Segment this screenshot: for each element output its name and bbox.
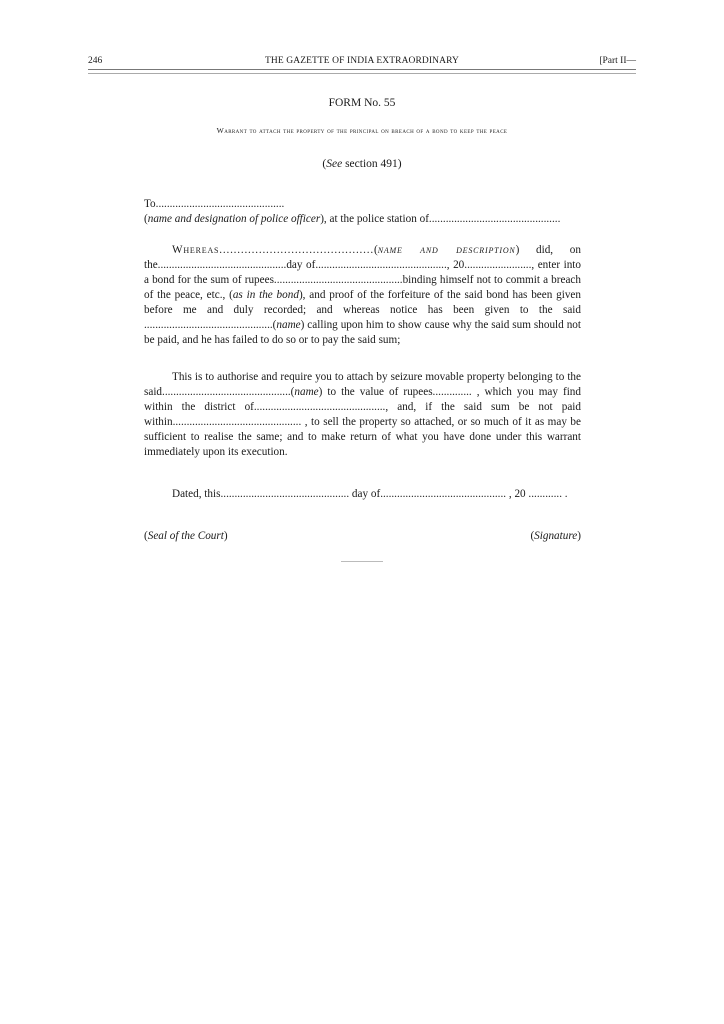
para1-text-1: ) did, on the..............................................day of..............................................., 20........................, enter into a bond for the sum of rupees..............................................binding himself not to commit a breach of the peace, etc., ( — [144, 244, 581, 301]
name-label: name — [276, 319, 301, 331]
header-rule — [88, 69, 636, 74]
page-number: 246 — [88, 56, 103, 66]
form-subtitle: Warrant to attach the property of the principal on breach of a bond to keep the peace — [216, 126, 508, 135]
name-description-label: name and description — [377, 244, 516, 256]
whereas-paragraph: Whereas...........................................(name and description) did, on the..............................................day of..............................................., 20........................, enter into a bond for the sum of rupees..............................................binding himself not to commit a breach of the peace, etc., (as in the bond), and proof of the forfeiture of the said bond has been given before me and duly recorded; and whereas notice has been given to the said ..............................................(name) calling upon him to show cause why the said sum should not be paid, and he has failed to do so or to pay the said sum; — [144, 244, 581, 346]
whereas-dots: ........................................... — [219, 244, 374, 256]
section-number: section 491 — [342, 158, 398, 170]
addressee-block — [144, 197, 581, 227]
part-label: [Part II— — [599, 56, 636, 66]
seal-label: Seal of the Court — [147, 530, 224, 542]
signature-row — [144, 529, 581, 544]
para1-text-2: ), and proof of the forfeiture of the said bond has been given before me and duly recorded; and whereas notice has been given to the said ..............................................( — [144, 289, 581, 331]
as-in-bond-label: as in the bond — [232, 289, 299, 301]
to-line: To.............................................. — [144, 198, 285, 210]
dated-line: Dated, this.............................................. day of............................................. , 20 ............ . — [172, 488, 568, 500]
form-title: FORM No. 55 — [328, 97, 396, 109]
police-station-text: ), at the police station of............................................... — [320, 213, 561, 225]
seal-of-court: (Seal of the Court) — [144, 530, 228, 542]
gazette-title: THE GAZETTE OF INDIA EXTRAORDINARY — [265, 56, 459, 66]
page-header — [88, 54, 636, 68]
para1-text-3: ) calling upon him to show cause why the said sum should not be paid, and he has failed to do so or to pay the said sum; — [144, 319, 581, 346]
authorisation-paragraph — [144, 370, 581, 460]
section-reference: (See section 491) — [322, 158, 402, 170]
signature: (Signature) — [530, 530, 581, 542]
officer-designation: name and designation of police officer — [147, 213, 321, 225]
para2-text-1: This is to authorise and require you to attach by seizure movable property belonging to the said..............................................( — [144, 371, 581, 398]
whereas-word: Whereas — [172, 244, 220, 256]
para2-text-2: ) to the value of rupees.............. , which you may find within the district of..............................................., and, if the said sum be not paid within.............................................. , to sell the property so attached, or so much of it as may be sufficient to realise the same; and to make return of what you have done under this warrant immediately upon its execution. — [144, 386, 581, 458]
end-rule — [341, 561, 383, 562]
section-see: See — [326, 158, 343, 170]
name-label: name — [294, 386, 319, 398]
officer-line: (name and designation of police officer), at the police station of............................................... — [144, 213, 561, 225]
signature-label: Signature — [534, 530, 578, 542]
